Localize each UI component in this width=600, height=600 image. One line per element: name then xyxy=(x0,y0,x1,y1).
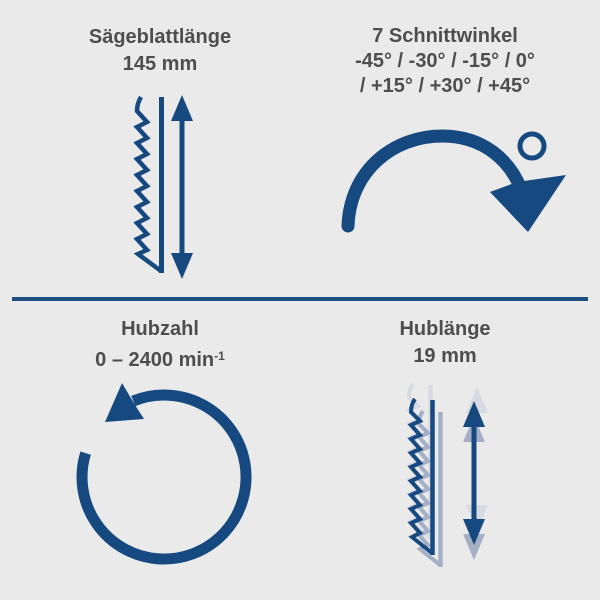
feature-cut-angles-caption xyxy=(300,24,590,99)
feature-cut-angles-value-line2: / +15° / +30° / +45° xyxy=(359,75,531,97)
feature-stroke-length-value: 19 mm xyxy=(413,345,477,367)
saw-blade-length-arrow-icon xyxy=(133,95,203,280)
feature-cut-angles-value-line1: -45° / -30° / -15° / 0° xyxy=(355,50,535,72)
feature-blade-length-caption xyxy=(10,24,310,78)
feature-blade-length-value: 145 mm xyxy=(122,53,198,75)
rotation-circle-arrow-icon xyxy=(60,375,260,575)
feature-stroke-rate-caption xyxy=(10,316,310,374)
swivel-angle-arrow-icon xyxy=(340,126,570,291)
per-minute-superscript: -1 xyxy=(214,349,225,363)
feature-stroke-rate-value: 0 – 2400 $\min^{-1}$ xyxy=(95,349,225,371)
feature-stroke-length-caption xyxy=(300,316,590,370)
feature-stroke-length-title: Hublänge xyxy=(399,318,491,340)
feature-blade-length-title: Sägeblattlänge xyxy=(88,26,232,48)
feature-stroke-rate-title: Hubzahl xyxy=(121,318,199,340)
oscillating-blade-arrow-icon xyxy=(398,375,508,575)
feature-cut-angles-title: 7 Schnittwinkel xyxy=(372,25,518,47)
section-divider xyxy=(12,297,588,301)
